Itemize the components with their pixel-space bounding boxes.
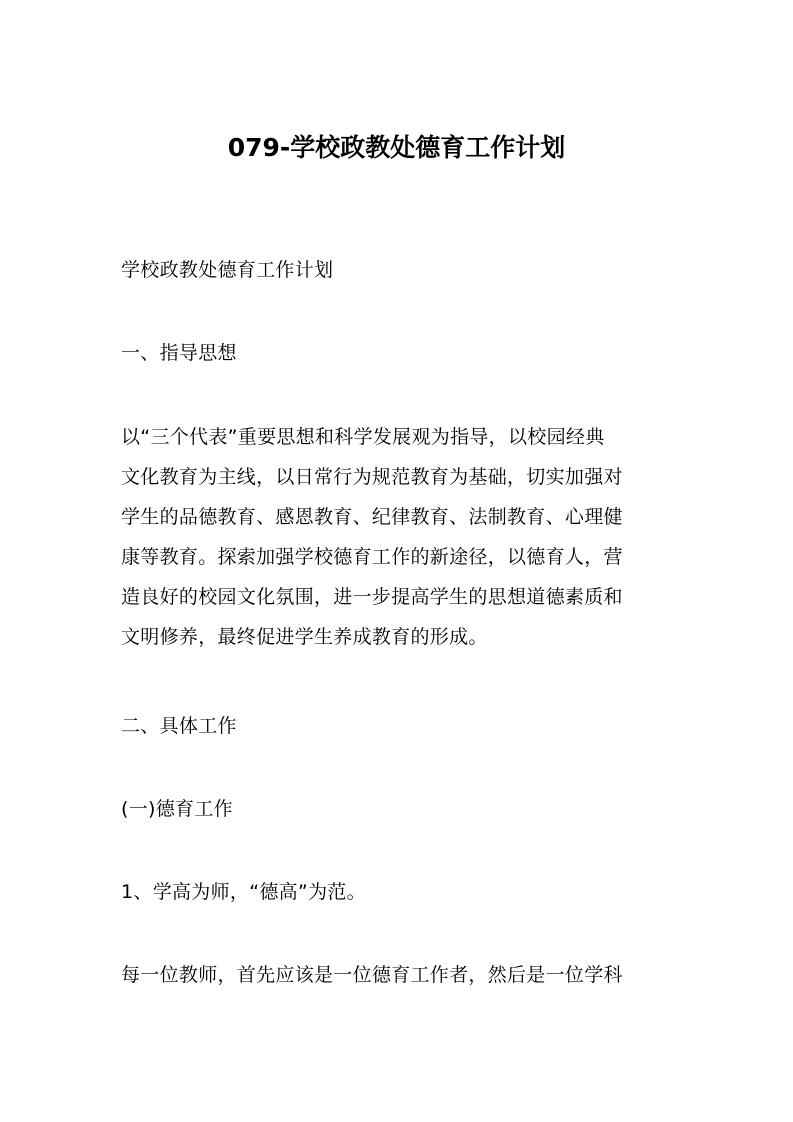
paragraph-line: 造良好的校园文化氛围，进一步提高学生的思想道德素质和 [121,586,623,608]
item1-heading-text: 1、学高为师，“德高”为范。 [121,881,366,903]
subsection-heading-moral-education [121,789,681,829]
paragraph-line: 康等教育。探索加强学校德育工作的新途径，以德育人，营 [121,546,623,568]
paragraph-teacher-morality [121,955,681,995]
subsection1-heading-text: (一)德育工作 [121,798,233,820]
section-heading-guiding-ideology [121,333,681,373]
paragraph-line: 以“三个代表”重要思想和科学发展观为指导，以校园经典 [121,426,605,448]
item-heading-teacher-morality [121,872,681,912]
paragraph-guiding-ideology [121,417,681,657]
section1-heading-text: 一、指导思想 [121,342,237,364]
document-title: 079-学校政教处德育工作计划 [227,133,566,162]
section-heading-specific-work [121,706,681,746]
paragraph-line: 文化教育为主线，以日常行为规范教育为基础，切实加强对 [121,466,623,488]
document-subtitle [121,250,681,290]
paragraph-line: 文明修养，最终促进学生养成教育的形成。 [121,626,488,648]
subtitle-text: 学校政教处德育工作计划 [121,259,334,281]
paragraph-line: 学生的品德教育、感恩教育、纪律教育、法制教育、心理健 [121,506,623,528]
section2-heading-text: 二、具体工作 [121,715,237,737]
paragraph-line: 每一位教师，首先应该是一位德育工作者，然后是一位学科 [121,964,623,986]
